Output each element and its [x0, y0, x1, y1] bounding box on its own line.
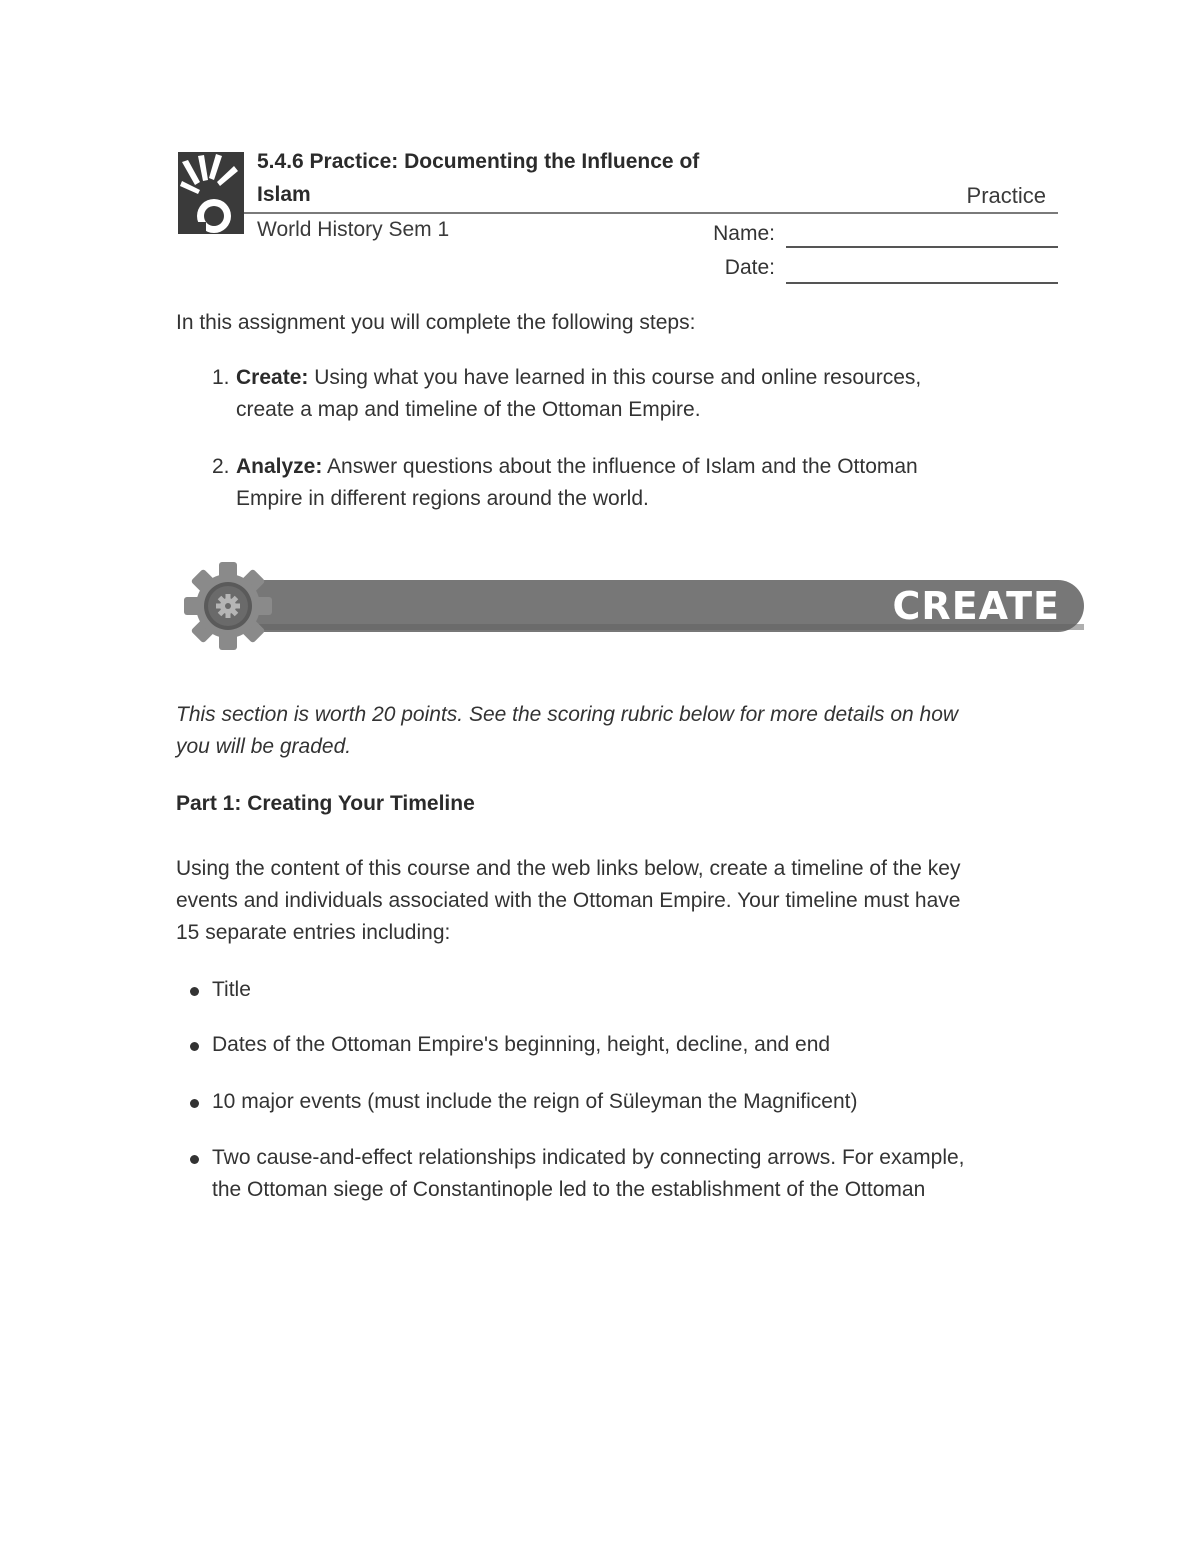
section-note-line-2: you will be graded.: [176, 735, 352, 758]
document-title-line-1: 5.4.6 Practice: Documenting the Influence of: [257, 150, 700, 173]
list-item: [236, 451, 1056, 515]
step-label: Create:: [236, 366, 309, 389]
activity-type-label: Practice: [966, 183, 1046, 208]
course-name: World History Sem 1: [257, 218, 450, 241]
part-1-body: [176, 853, 1066, 949]
name-field[interactable]: [786, 246, 1058, 248]
list-item: Title: [212, 978, 251, 1001]
name-label: Name:: [713, 222, 775, 245]
bullet-icon: [190, 987, 199, 996]
step-text-continued: Empire in different regions around the world.: [236, 487, 649, 510]
document-title-line-2: Islam: [257, 183, 311, 206]
part-1-heading: Part 1: Creating Your Timeline: [176, 792, 475, 815]
section-note: [176, 699, 1066, 763]
create-banner-label: CREATE: [892, 584, 1060, 628]
bullet-icon: [190, 1099, 199, 1108]
step-text: Answer questions about the influence of Islam and the Ottoman: [322, 455, 918, 478]
list-item: 10 major events (must include the reign of Süleyman the Magnificent): [212, 1090, 858, 1113]
part-1-body-line-1: Using the content of this course and the web links below, create a timeline of the key: [176, 857, 961, 880]
part-1-body-line-3: 15 separate entries including:: [176, 921, 451, 944]
step-text-continued: create a map and timeline of the Ottoman Empire.: [236, 398, 701, 421]
step-text: Using what you have learned in this course and online resources,: [308, 366, 922, 389]
date-label: Date:: [724, 256, 775, 279]
header-divider: [244, 212, 1058, 214]
list-item: [212, 1142, 1072, 1206]
step-label: Analyze:: [236, 455, 323, 478]
bullet-text-line-2: the Ottoman siege of Constantinople led to the establishment of the Ottoman: [212, 1178, 926, 1201]
date-field[interactable]: [786, 282, 1058, 284]
step-number: 2.: [212, 455, 230, 478]
list-item: Dates of the Ottoman Empire's beginning, height, decline, and end: [212, 1033, 831, 1056]
bullet-icon: [190, 1155, 199, 1164]
sun-logo-icon: [178, 152, 244, 234]
step-number: 1.: [212, 366, 230, 389]
list-item: [236, 362, 1056, 426]
intro-text: In this assignment you will complete the following steps:: [176, 311, 696, 334]
gear-icon: [184, 562, 272, 650]
part-1-body-line-2: events and individuals associated with the Ottoman Empire. Your timeline must have: [176, 889, 961, 912]
section-note-line-1: This section is worth 20 points. See the scoring rubric below for more details on how: [176, 703, 959, 726]
bullet-text-line-1: Two cause-and-effect relationships indicated by connecting arrows. For example,: [212, 1146, 965, 1169]
bullet-icon: [190, 1042, 199, 1051]
